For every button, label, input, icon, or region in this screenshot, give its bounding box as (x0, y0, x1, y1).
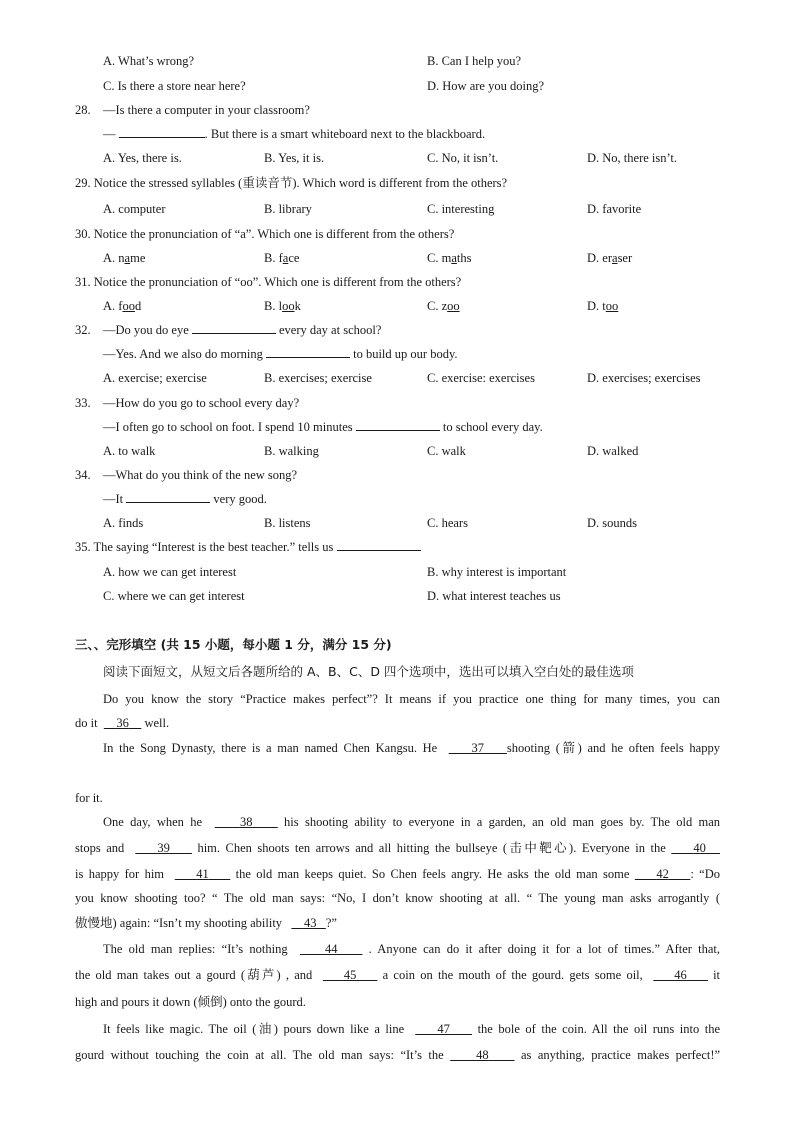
passage-p4-line1: The old man replies: “It’s nothing 44 . Anyone can do it after doing it for a lot of times.” After that, (103, 942, 721, 956)
q32-line2: —Yes. And we also do morning to build up our body. (103, 347, 458, 361)
q33-number: 33. (75, 396, 91, 410)
passage-p4-line3: high and pours it down (倾倒) onto the gourd. (75, 994, 306, 1009)
q30-option-a: A. name (103, 251, 146, 265)
passage-p3-line3: is happy for him 41 the old man keeps quiet. So Chen feels angry. He asks the old man some 42 : “Do (75, 867, 721, 881)
blank-42[interactable]: 42 (656, 867, 669, 881)
q33-option-d: D. walked (587, 444, 639, 458)
blank-44[interactable]: 44 (324, 942, 338, 956)
q28-option-a: A. Yes, there is. (103, 151, 182, 165)
passage-p2-line1: In the Song Dynasty, there is a man named Chen Kangsu. He 37 shooting (箭) and he often feels happy (103, 740, 720, 755)
blank-39[interactable]: 39 (157, 841, 170, 855)
q28-option-c: C. No, it isn’t. (427, 151, 499, 165)
section-3-heading: 三、、完形填空 (共 15 小题，每小题 1 分，满分 15 分) (75, 637, 392, 652)
passage-p2-line2: for it. (75, 791, 103, 805)
q27-option-d: D. How are you doing? (427, 79, 544, 93)
blank-40[interactable]: 40 (693, 841, 706, 855)
q32-option-c: C. exercise: exercises (427, 371, 535, 385)
q29-stem-post: ). Which word is different from the others? (292, 176, 508, 190)
q30-stem: 30. Notice the pronunciation of “a”. Which one is different from the others? (75, 227, 455, 241)
q33-line2: —I often go to school on foot. I spend 10 minutes to school every day. (103, 420, 543, 434)
q33-line1: —How do you go to school every day? (103, 396, 300, 410)
passage-p5-line1: It feels like magic. The oil (油) pours down like a line 47 the bole of the coin. All the oil runs into the (103, 1021, 721, 1036)
blank-48[interactable]: 48 (476, 1048, 489, 1062)
q28-line1: —Is there a computer in your classroom? (103, 103, 310, 117)
q33-blank[interactable] (356, 430, 440, 431)
q35-stem: 35. The saying “Interest is the best teacher.” tells us (75, 539, 421, 555)
blank-37[interactable]: 37 (471, 741, 485, 755)
q35-option-a: A. how we can get interest (103, 565, 237, 579)
q31-option-a: A. food (103, 299, 142, 313)
q32-number: 32. (75, 323, 91, 337)
q29-option-b: B. library (264, 202, 312, 216)
q29-option-a: A. computer (103, 202, 166, 216)
q31-stem: 31. Notice the pronunciation of “oo”. Which one is different from the others? (75, 275, 462, 289)
blank-47[interactable]: 47 (437, 1022, 450, 1036)
q35-option-d: D. what interest teaches us (427, 589, 561, 603)
passage-p5-line2: gourd without touching the coin at all. The old man says: “It’s the 48 as anything, practice makes perfect!” (75, 1048, 721, 1062)
q33-option-c: C. walk (427, 444, 466, 458)
section-3-instruction: 阅读下面短文，从短文后各题所给的 A、B、C、D 四个选项中，选出可以填入空白处的最佳选项 (103, 664, 634, 679)
q32-blank-1[interactable] (192, 333, 276, 334)
q28-line2-rest: . But there is a smart whiteboard next to the blackboard. (204, 127, 486, 141)
blank-46[interactable]: 46 (674, 968, 687, 982)
q32-line1: —Do you do eye every day at school? (103, 323, 382, 337)
passage-p1-line2: do it 36 well. (75, 716, 170, 730)
q31-option-b: B. look (264, 299, 301, 313)
blank-38[interactable]: 38 (239, 815, 253, 829)
q30-option-d: D. eraser (587, 251, 633, 265)
q35-option-b: B. why interest is important (427, 565, 567, 579)
q33-option-b: B. walking (264, 444, 319, 458)
passage-p3-line4: you know shooting too? “ The old man says: “No, I don’t know shooting at all. “ The young man asks arrogantly ( (75, 891, 720, 905)
q34-line1: —What do you think of the new song? (103, 468, 298, 482)
q34-option-c: C. hears (427, 516, 468, 530)
q28-number: 28. (75, 103, 91, 117)
passage-p3-line5: 傲慢地) again: “Isn’t my shooting ability 43 ?” (75, 915, 337, 930)
blank-45[interactable]: 45 (343, 968, 357, 982)
q30-option-c: C. maths (427, 251, 472, 265)
q32-option-d: D. exercises; exercises (587, 371, 701, 385)
q32-option-b: B. exercises; exercise (264, 371, 372, 385)
q34-line2: —It very good. (103, 492, 267, 506)
q33-option-a: A. to walk (103, 444, 156, 458)
q28-line2 (103, 126, 485, 142)
q30-option-b: B. face (264, 251, 300, 265)
q27-option-c: C. Is there a store near here? (103, 79, 246, 93)
q29-stem (75, 175, 507, 191)
q35-option-c: C. where we can get interest (103, 589, 245, 603)
q34-option-a: A. finds (103, 516, 144, 530)
q29-stem-pre: 29. Notice the stressed syllables ( (75, 176, 243, 190)
q34-blank[interactable] (126, 502, 210, 503)
q29-option-c: C. interesting (427, 202, 495, 216)
q31-option-c: C. zoo (427, 299, 460, 313)
q27-option-b: B. Can I help you? (427, 54, 522, 68)
blank-36[interactable]: 36 (116, 716, 129, 730)
blank-41[interactable]: 41 (196, 867, 209, 881)
q29-option-d: D. favorite (587, 202, 642, 216)
q32-blank-2[interactable] (266, 357, 350, 358)
blank-43[interactable]: 43 (303, 916, 317, 930)
q27-option-a: A. What’s wrong? (103, 54, 195, 68)
q28-option-d: D. No, there isn’t. (587, 151, 678, 165)
passage-p4-line2: the old man takes out a gourd (葫芦) , and 45 a coin on the mouth of the gourd. gets some oil, 46 it (75, 967, 721, 982)
q32-option-a: A. exercise; exercise (103, 371, 207, 385)
q28-dash: — (103, 127, 116, 141)
q35-blank[interactable] (337, 550, 421, 551)
passage-p3-line1: One day, when he 38 his shooting ability to everyone in a garden, an old man goes by. The old man (103, 815, 721, 829)
passage-p1-line1: Do you know the story “Practice makes perfect”? It means if you practice one thing for many times, you can (103, 692, 720, 706)
q28-blank[interactable] (119, 137, 205, 138)
q28-option-b: B. Yes, it is. (264, 151, 325, 165)
q29-stem-cn: 重读音节 (242, 175, 293, 190)
q31-option-d: D. too (587, 299, 619, 313)
q34-option-b: B. listens (264, 516, 311, 530)
q34-option-d: D. sounds (587, 516, 638, 530)
q34-number: 34. (75, 468, 91, 482)
passage-p3-line2: stops and 39 him. Chen shoots ten arrows and all hitting the bullseye (击中靶心). Everyone in the 40 (75, 840, 720, 856)
